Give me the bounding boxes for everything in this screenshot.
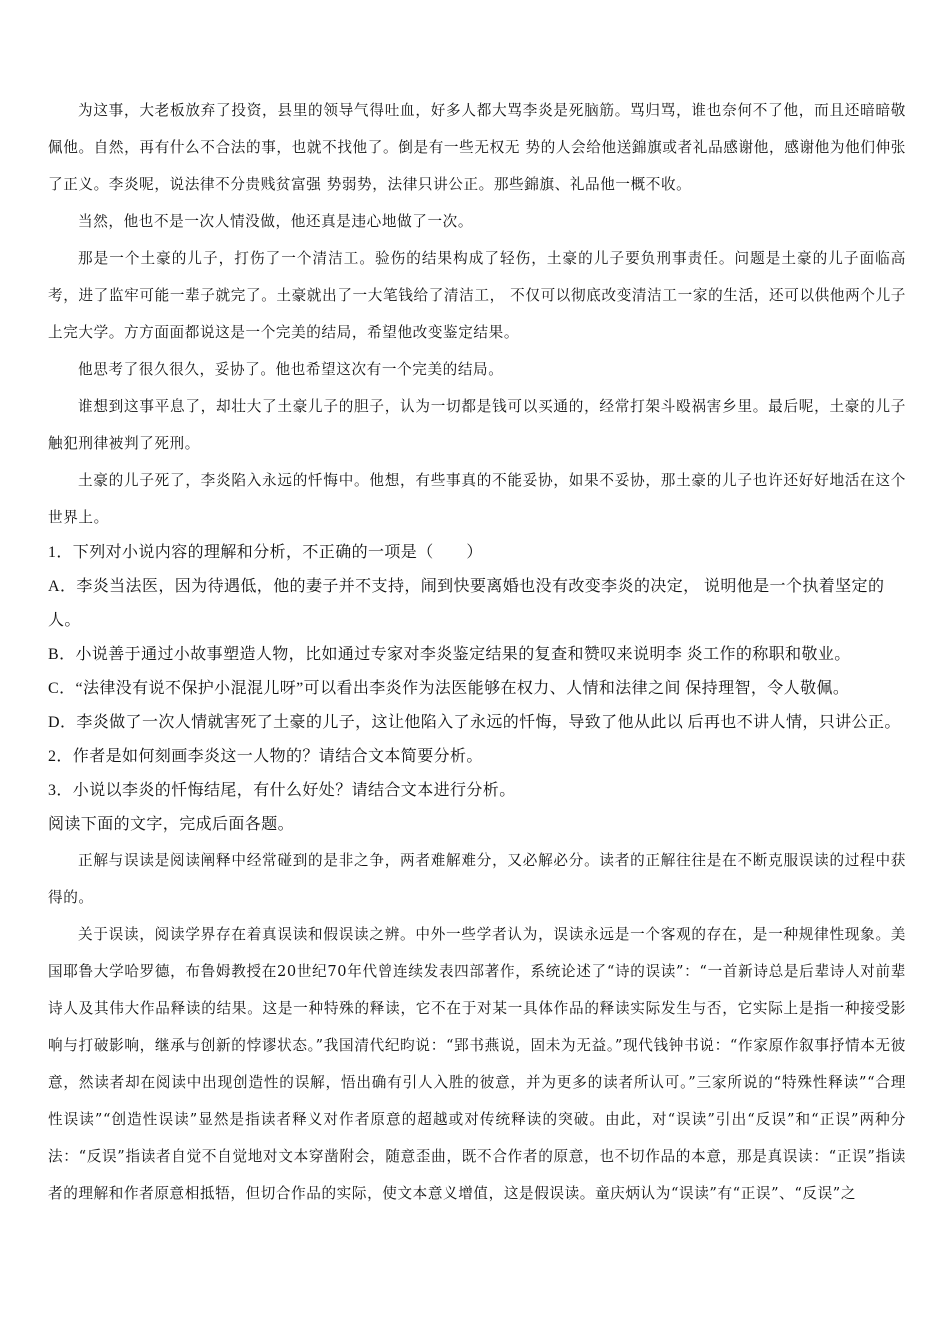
story-paragraph: 土豪的儿子死了，李炎陷入永远的忏悔中。他想，有些事真的不能妥协，如果不妥协，那土豪的儿子也许还好好地活在这个世界上。 — [48, 472, 906, 526]
story-paragraph: 他思考了很久很久，妥协了。他也希望这次有一个完美的结局。 — [78, 361, 504, 378]
story-paragraph: 当然，他也不是一次人情没做，他还真是违心地做了一次。 — [78, 213, 474, 230]
question-1-option-b: B．小说善于通过小故事塑造人物，比如通过专家对李炎鉴定结果的复查和赞叹来说明李 炎工作的称职和敬业。 — [48, 646, 851, 663]
question-2: 2．作者是如何刻画李炎这一人物的？请结合文本简要分析。 — [48, 748, 483, 765]
question-1: 1．下列对小说内容的理解和分析，不正确的一项是（ ） — [48, 544, 483, 561]
question-3: 3．小说以李炎的忏悔结尾，有什么好处？请结合文本进行分析。 — [48, 782, 516, 799]
document-page — [48, 92, 906, 1212]
reading-instruction: 阅读下面的文字，完成后面各题。 — [48, 816, 295, 833]
questions-section — [48, 536, 906, 808]
story-paragraph: 谁想到这事平息了，却壮大了土豪儿子的胆子，认为一切都是钱可以买通的，经常打架斗殴祸害乡里。最后呢，土豪的儿子触犯刑律被判了死刑。 — [48, 398, 906, 452]
question-1-option-d: D．李炎做了一次人情就害死了土豪的儿子，这让他陷入了永远的忏悔，导致了他从此以 后再也不讲人情，只讲公正。 — [48, 714, 901, 731]
reading-section — [48, 808, 906, 1212]
story-section — [48, 92, 906, 536]
question-1-option-a: A．李炎当法医，因为待遇低，他的妻子并不支持，闹到快要离婚也没有改变李炎的决定， 说明他是一个执着坚定的人。 — [48, 578, 885, 629]
reading-paragraph: 关于误读，阅读学界存在着真误读和假误读之辨。中外一些学者认为，误读永远是一个客观的存在，是一种规律性现象。美国耶鲁大学哈罗德，布鲁姆教授在20世纪70年代曾连续发表四部著作，系统论述了“诗的误读”：“一首新诗总是后辈诗人对前辈诗人及其伟大作品释读的结果。这是一种特殊的释读，它不在于对某一具体作品的释读实际发生与否，它实际上是指一种接受影响与打破影响，继承与创新的悖谬状态。”我国清代纪昀说：“郢书燕说，固未为无益。”现代钱钟书说：“作家原作叙事抒情本无彼意，然读者却在阅读中出现创造性的误解，悟出确有引人入胜的彼意，并为更多的读者所认可。”三家所说的“特殊性释读”“合理性误读”“创造性误读”显然是指读者释义对作者原意的超越或对传统释读的突破。由此，对“误读”引出“反误”和“正误”两种分法：“反误”指读者自觉不自觉地对文本穿凿附会，随意歪曲，既不合作者的原意，也不切作品的本意，那是真误读：“正误”指读者的理解和作者原意相抵牾，但切合作品的实际，使文本意义增值，这是假误读。童庆炳认为“误读”有“正误”、“反误”之 — [48, 926, 906, 1202]
question-1-option-c: C．“法律没有说不保护小混混儿呀”可以看出李炎作为法医能够在权力、人情和法律之间 保持理智，令人敬佩。 — [48, 680, 850, 697]
story-paragraph: 那是一个土豪的儿子，打伤了一个清洁工。验伤的结果构成了轻伤，土豪的儿子要负刑事责任。问题是土豪的儿子面临高考，进了监牢可能一辈子就完了。土豪就出了一大笔钱给了清洁工， 不仅可以彻底改变清洁工一家的生活，还可以供他两个儿子上完大学。方方面面都说这是一个完美的结局，希望他改变鉴定结果。 — [48, 250, 906, 341]
reading-paragraph: 正解与误读是阅读阐释中经常碰到的是非之争，两者难解难分，又必解必分。读者的正解往往是在不断克服误读的过程中获得的。 — [48, 852, 906, 906]
story-paragraph: 为这事，大老板放弃了投资，县里的领导气得吐血，好多人都大骂李炎是死脑筋。骂归骂，谁也奈何不了他，而且还暗暗敬佩他。自然，再有什么不合法的事，也就不找他了。倒是有一些无权无 势的人会给他送錦旗或者礼品感谢他，感谢他为他们伸张了正义。李炎呢，说法律不分贵贱贫富强 势弱势，法律只讲公正。那些錦旗、礼品他一概不收。 — [48, 102, 906, 193]
